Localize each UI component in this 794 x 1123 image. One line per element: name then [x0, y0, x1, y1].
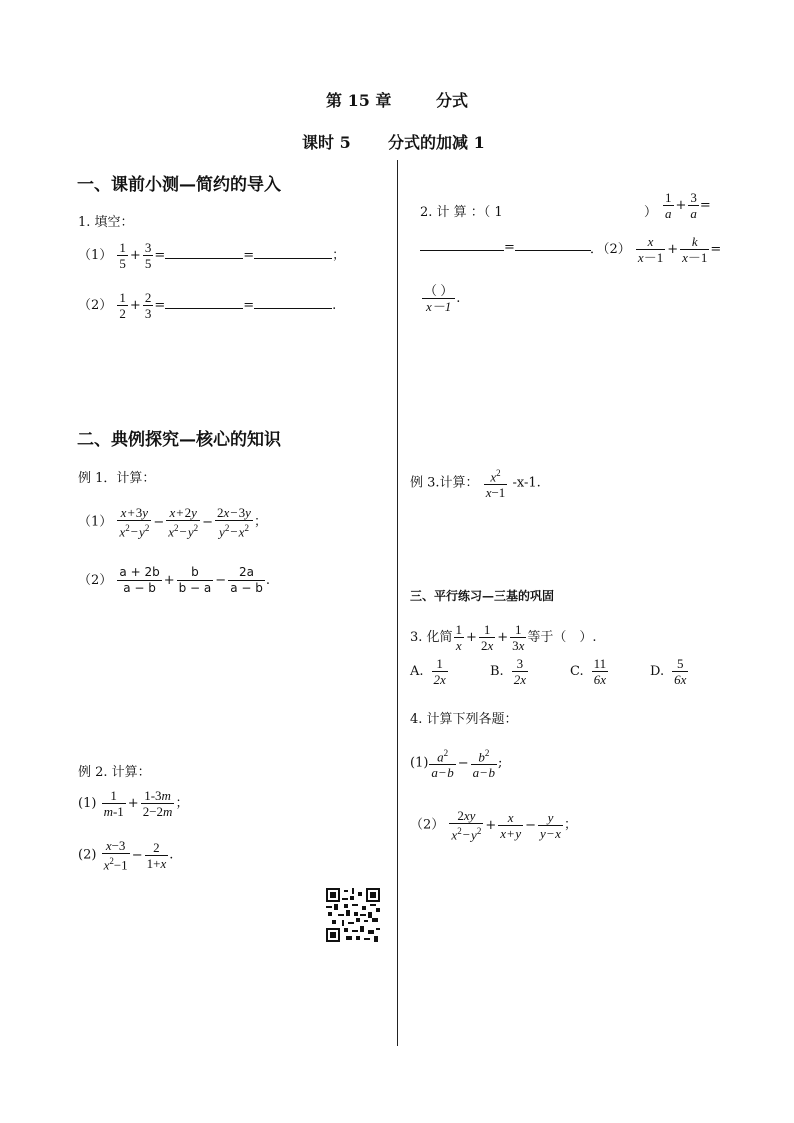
- q2-part2: ．（2） $\frac{x}{x-1}$ + $\frac{k}{x-1}$ =: [590, 234, 722, 265]
- fraction: $\frac{1}{a}$: [665, 190, 672, 221]
- example2-part2: (2) $\frac{x-3}{x^2-1}$ − $\frac{2}{1+x}$ .: [78, 838, 174, 873]
- q3: 3. 化简 $\frac{1}{x}$ + $\frac{1}{2x}$ + $\frac{1}{3x}$ 等于（ ）.: [410, 622, 597, 653]
- q4-part1: (1) $\frac{a^2}{a-b}$ − $\frac{b^2}{a-b}$ ;: [410, 748, 503, 781]
- q3-option-b[interactable]: B. $\frac{3}{2x}$: [490, 656, 526, 687]
- example3: [410, 466, 541, 500]
- answer-blank[interactable]: [254, 307, 332, 309]
- lesson-number: 课时 5: [302, 133, 351, 152]
- fraction: $\frac{x}{x-1}$: [637, 234, 664, 265]
- fraction: $\frac{2a}{a - b}$: [230, 565, 263, 595]
- fraction: $\frac{2}{3}$: [144, 290, 152, 321]
- column-divider: [397, 160, 398, 1046]
- fraction: $\frac{1}{x}$: [455, 622, 463, 653]
- fraction: $\frac{x+2y}{x^2-y^2}$: [168, 505, 199, 540]
- section2-title: 二、典例探究—核心的知识: [77, 430, 281, 450]
- q3-option-d[interactable]: D. $\frac{5}{6x}$: [650, 656, 687, 687]
- section1-title: 一、课前小测—简约的导入: [77, 175, 281, 195]
- chapter-title: 分式: [436, 91, 469, 110]
- answer-blank[interactable]: [254, 257, 332, 259]
- chapter-number: 第 15 章: [326, 91, 392, 110]
- answer-blank[interactable]: [515, 249, 591, 251]
- answer-blank[interactable]: [165, 257, 243, 259]
- fraction: $\frac{1}{2x}$: [480, 622, 494, 653]
- fraction: $\frac{x+3y}{x^2-y^2}$: [119, 505, 150, 540]
- fraction: $\frac{2}{1+x}$: [146, 839, 167, 871]
- q4-1-label: (1): [410, 755, 429, 771]
- q2-answer-fraction: $\frac{( )}{x-1}$ .: [424, 283, 461, 314]
- q3-suffix: 等于（ ）.: [527, 630, 597, 645]
- fraction: $\frac{b}{b - a}$: [178, 565, 212, 595]
- fraction: $\frac{2xy}{x^2-y^2}$: [451, 808, 482, 843]
- fraction: $\frac{3}{a}$: [690, 190, 697, 221]
- answer-blank[interactable]: [165, 307, 243, 309]
- q3-prefix: 3. 化简: [410, 630, 453, 645]
- example1-part2: （2） $\frac{a + 2b}{a - b}$ + $\frac{b}{b - a}$ − $\frac{2a}{a - b}$ .: [78, 565, 270, 595]
- fraction: $\frac{1}{3x}$: [512, 622, 525, 653]
- q2-blanks: =: [420, 240, 591, 255]
- fraction: $\frac{1}{5}$: [119, 240, 126, 271]
- example2-part1: (1) $\frac{1}{m-1}$ + $\frac{1-3m}{2-2m}$ ；: [78, 788, 189, 819]
- example1-label: 例 1．计算：: [78, 471, 156, 486]
- q1-2-label: （2）: [78, 298, 113, 313]
- fraction: $\frac{a + 2b}{a - b}$: [119, 565, 160, 595]
- q2-part2-label: ．（2）: [590, 242, 631, 257]
- fraction: $\frac{x^2}{x-1}$: [485, 468, 506, 501]
- example2-1-label: (1): [78, 796, 97, 811]
- q3-option-c[interactable]: C. $\frac{11}{6x}$: [570, 656, 607, 687]
- section3-title: 三、平行练习—三基的巩固: [410, 589, 555, 603]
- fraction: $\frac{y}{y-x}$: [540, 809, 561, 841]
- answer-blank[interactable]: [420, 249, 504, 251]
- q2-text: 2. 计 算 ：（ 1: [420, 205, 503, 220]
- example1-2-label: （2）: [78, 573, 113, 588]
- fraction: $\frac{3}{2x}$: [513, 656, 526, 687]
- q1-label: 1. 填空：: [78, 215, 134, 230]
- fraction: $\frac{a^2}{a-b}$: [431, 748, 454, 781]
- qr-code-icon: [326, 888, 380, 942]
- fraction: $\frac{x-3}{x^2-1}$: [103, 838, 128, 873]
- fraction: $\frac{1}{2x}$: [433, 656, 446, 687]
- q2-expression: $\frac{1}{a}$ + $\frac{3}{a}$ =: [665, 190, 711, 221]
- q4-label: 4. 计算下列各题：: [410, 712, 518, 727]
- q4-2-label: （2）: [410, 817, 445, 833]
- fraction: $\frac{11}{6x}$: [593, 656, 607, 687]
- fraction: $\frac{b^2}{a-b}$: [472, 748, 496, 781]
- lesson-title: 分式的加减 1: [388, 133, 485, 152]
- q3-option-a[interactable]: A. $\frac{1}{2x}$: [410, 656, 446, 687]
- q4-part2: （2） $\frac{2xy}{x^2-y^2}$ + $\frac{x}{x+y}$ − $\frac{y}{y-x}$ ；: [410, 808, 577, 843]
- fraction: $\frac{3}{5}$: [144, 240, 152, 271]
- fraction: $\frac{5}{6x}$: [674, 656, 687, 687]
- fraction: $\frac{2x-3y}{y^2-x^2}$: [217, 505, 251, 540]
- fraction: $\frac{k}{x-1}$: [682, 234, 708, 265]
- q1-part2: （2） $\frac{1}{2}$ + $\frac{2}{3}$ = = .: [78, 290, 337, 321]
- fraction: $\frac{1}{m-1}$: [103, 788, 124, 819]
- example1-1-label: （1）: [78, 514, 113, 530]
- fraction: $\frac{x}{x+y}$: [500, 809, 522, 841]
- example2-2-label: (2): [78, 847, 97, 863]
- example3-tail: -x-1.: [512, 475, 541, 491]
- example3-label: 例 3.计算：: [410, 475, 479, 491]
- fraction: $\frac{1-3m}{2-2m}$: [142, 788, 173, 819]
- example1-part1: （1） $\frac{x+3y}{x^2-y^2}$ − $\frac{x+2y}{x^2-y^2}$ − $\frac{2x-3y}{y^2-x^2}$ ；: [78, 505, 267, 540]
- q2-close-paren: ）: [644, 205, 658, 220]
- fraction: $\frac{1}{2}$: [119, 290, 126, 321]
- q1-1-label: （1）: [78, 248, 113, 263]
- fraction[interactable]: $\frac{( )}{x-1}$: [424, 283, 454, 314]
- example2-label: 例 2. 计算：: [78, 765, 151, 780]
- q1-part1: （1） $\frac{1}{5}$ + $\frac{3}{5}$ = = ；: [78, 240, 346, 271]
